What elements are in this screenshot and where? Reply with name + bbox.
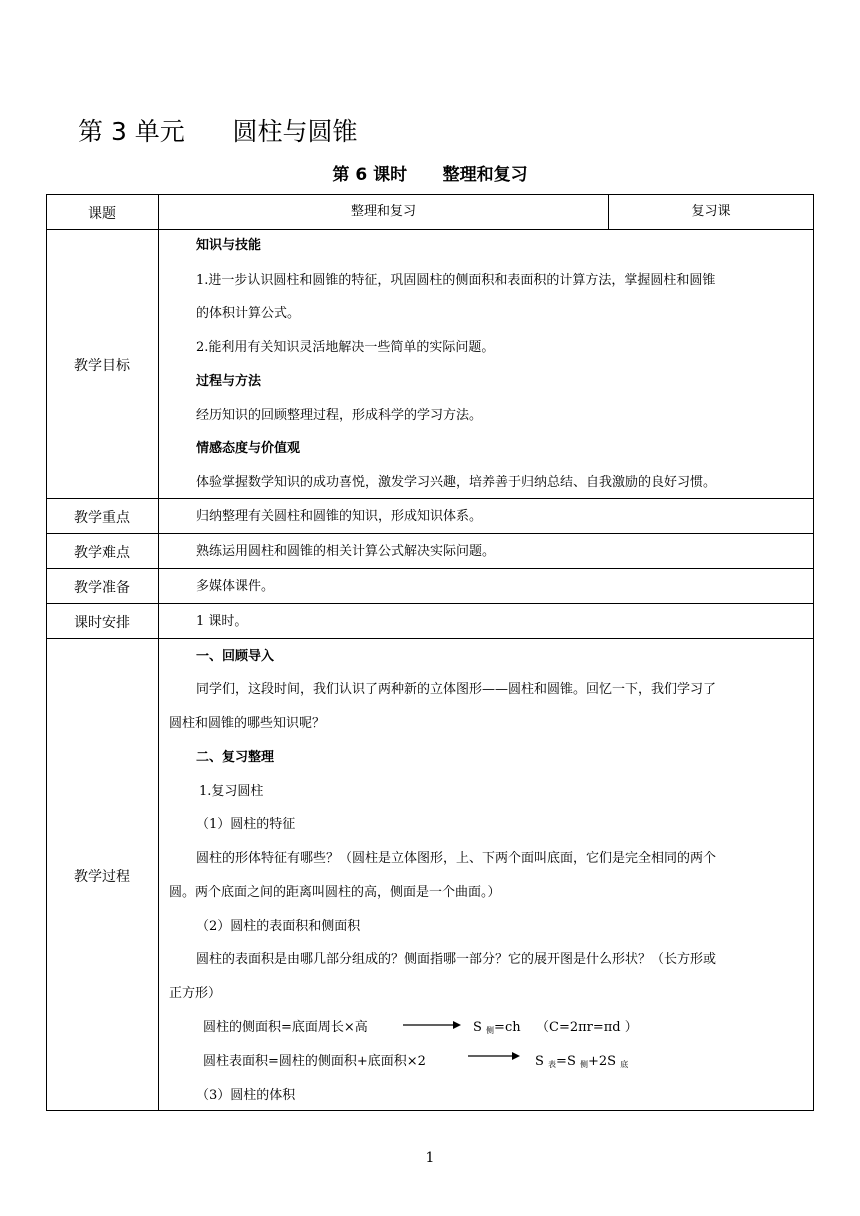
- objectives-heading-knowledge: 知识与技能: [196, 238, 262, 253]
- lesson-title: 第 6 课时 整理和复习: [332, 165, 528, 185]
- arrow-right-icon: [468, 1051, 520, 1061]
- process-heading-intro: 一、回顾导入: [196, 649, 275, 664]
- table-rule: [46, 1110, 814, 1111]
- arrow-right-icon: [403, 1020, 461, 1030]
- schedule-label: 课时安排: [74, 615, 130, 631]
- process-subheading: （3）圆柱的体积: [196, 1088, 296, 1103]
- difficulties-text: 熟练运用圆柱和圆锥的相关计算公式解决实际问题。: [196, 544, 496, 559]
- table-rule: [46, 603, 814, 604]
- table-rule: [46, 194, 47, 1111]
- process-subheading: 1.复习圆柱: [199, 784, 264, 799]
- lesson-type: 复习课: [691, 204, 731, 219]
- preparation-label: 教学准备: [74, 580, 130, 596]
- preparation-text: 多媒体课件。: [196, 579, 275, 594]
- process-text: 同学们，这段时间，我们认识了两种新的立体图形——圆柱和圆锥。回忆一下，我们学习了: [196, 682, 717, 697]
- process-text: 圆柱的形体特征有哪些？（圆柱是立体图形，上、下两个面叫底面，它们是完全相同的两个: [196, 851, 717, 866]
- table-rule: [46, 638, 814, 639]
- formula-surface-area-text: 圆柱表面积=圆柱的侧面积+底面积×2: [203, 1054, 426, 1069]
- objectives-text: 的体积计算公式。: [196, 306, 301, 321]
- process-text: 圆。两个底面之间的距离叫圆柱的高，侧面是一个曲面。）: [169, 885, 501, 900]
- process-heading-review: 二、复习整理: [196, 750, 275, 765]
- table-rule: [46, 229, 814, 230]
- objectives-label: 教学目标: [74, 358, 130, 374]
- objectives-heading-process: 过程与方法: [196, 374, 262, 389]
- objectives-text: 1.进一步认识圆柱和圆锥的特征，巩固圆柱的侧面积和表面积的计算方法，掌握圆柱和圆锥: [196, 273, 716, 288]
- formula-surface-area: S $_表$=S $_侧$+2S $_底$: [535, 1054, 629, 1069]
- table-rule: [46, 533, 814, 534]
- objectives-text: 2.能利用有关知识灵活地解决一些简单的实际问题。: [196, 340, 495, 355]
- formula-circumference-note: （C=2πr=πd ）: [536, 1020, 638, 1035]
- process-text: 圆柱和圆锥的哪些知识呢？: [169, 716, 326, 731]
- table-rule: [46, 568, 814, 569]
- topic-title: 整理和复习: [350, 204, 416, 219]
- process-subheading: （2）圆柱的表面积和侧面积: [196, 919, 361, 934]
- objectives-text: 体验掌握数学知识的成功喜悦，激发学习兴趣，培养善于归纳总结、自我激励的良好习惯。: [196, 475, 717, 490]
- page-number: 1: [425, 1150, 435, 1166]
- schedule-text: 1 课时。: [196, 614, 248, 629]
- process-text: 正方形）: [169, 986, 222, 1001]
- process-subheading: （1）圆柱的特征: [196, 817, 296, 832]
- key-points-text: 归纳整理有关圆柱和圆锥的知识，形成知识体系。: [196, 509, 483, 524]
- table-rule: [46, 194, 814, 195]
- topic-label: 课题: [88, 206, 116, 222]
- process-text: 圆柱的表面积是由哪几部分组成的？侧面指哪一部分？它的展开图是什么形状？（长方形或: [196, 952, 717, 967]
- table-rule: [813, 194, 814, 1111]
- unit-title: 第 3 单元 圆柱与圆锥: [78, 117, 358, 146]
- table-rule: [46, 498, 814, 499]
- difficulties-label: 教学难点: [74, 545, 130, 561]
- formula-lateral-area-text: 圆柱的侧面积=底面周长×高: [203, 1020, 368, 1035]
- table-rule: [158, 194, 159, 1111]
- objectives-heading-attitude: 情感态度与价值观: [196, 441, 301, 456]
- lesson-plan-table: [46, 194, 814, 1111]
- key-points-label: 教学重点: [74, 510, 130, 526]
- formula-lateral-area: S $_侧$=ch: [473, 1020, 521, 1035]
- objectives-text: 经历知识的回顾整理过程，形成科学的学习方法。: [196, 408, 483, 423]
- process-label: 教学过程: [74, 869, 130, 885]
